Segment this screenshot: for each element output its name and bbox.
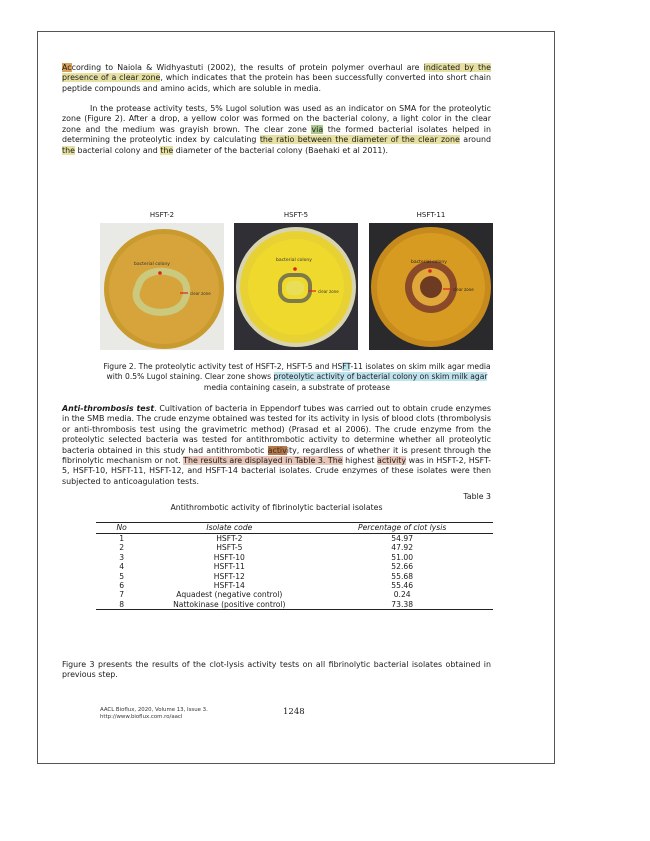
page-number: 1248	[283, 707, 305, 717]
figure-caption: Figure 2. The proteolytic activity test of HSFT-2, HSFT-5 and HSFT-11 isolates on skim milk agar media with 0.5% Lugol staining. Clear zone shows proteolytic activity of bacterial colony on skim milk agar media containing casein, a substrate of protease	[103, 362, 491, 392]
table-cell: 47.92	[391, 543, 414, 553]
figure-2	[100, 210, 493, 350]
table-row	[96, 543, 493, 552]
colony-annotation: bacterial colony	[411, 260, 447, 265]
highlight: proteolytic activity of bacterial colony on skim milk agar	[273, 372, 488, 382]
highlight: via	[311, 124, 324, 134]
journal-url[interactable]: http://www.bioflux.com.ro/aacl	[100, 713, 183, 720]
figure-panel-hsft-2	[100, 210, 224, 350]
colony-annotation: bacterial colony	[134, 262, 170, 267]
panel-label: HSFT-5	[283, 211, 309, 219]
zone-annotation: clear zone	[453, 287, 474, 292]
results-table	[96, 522, 493, 610]
column-header: No	[96, 523, 147, 534]
section-heading: Anti-thrombosis test	[62, 404, 155, 413]
table-cell: 7	[119, 590, 125, 600]
table-number: Table 3	[463, 492, 491, 501]
table-cell: HSFT-2	[216, 534, 243, 543]
petri-dish-photo	[100, 223, 224, 350]
table-cell: Nattokinase (positive control)	[147, 600, 311, 610]
table-cell: 8	[96, 600, 147, 610]
column-header: Isolate code	[147, 523, 311, 534]
table-cell: HSFT-14	[213, 581, 245, 591]
table-row	[96, 581, 493, 590]
highlight: the ratio between the diameter of the clear zone	[259, 135, 460, 145]
table-cell: 51.00	[391, 552, 414, 562]
highlight: Ac	[62, 63, 72, 72]
paragraph-1: According to Naiola & Widhyastuti (2002), the results of protein polymer overhaul are indicated by the presence of a clear zone, which indicates that the protein has been successfully converted into short chain peptide compounds and amino acids, which are soluble in media.	[62, 63, 491, 93]
table-cell: 5	[119, 571, 125, 581]
table-cell: 52.66	[391, 562, 414, 572]
table-cell: 6	[119, 581, 125, 591]
table-cell: HSFT-12	[213, 571, 245, 581]
table-cell: 0.24	[393, 590, 411, 600]
column-header: Percentage of clot lysis	[311, 523, 493, 534]
table-title: Antithrombotic activity of fibrinolytic bacterial isolates	[170, 503, 383, 512]
highlight: the	[62, 145, 75, 155]
figure-panel-hsft-11	[369, 210, 493, 350]
table-cell: HSFT-11	[213, 562, 245, 572]
table-row	[96, 590, 493, 599]
table-row	[96, 534, 493, 544]
table-cell: Aquadest (negative control)	[176, 590, 283, 600]
table-cell: 1	[119, 534, 125, 543]
page-footer	[100, 707, 240, 721]
table-cell: 73.38	[311, 600, 493, 610]
highlight: indicated by the presence of a clear zone	[62, 63, 491, 83]
table-cell: 55.46	[391, 581, 414, 591]
table-cell: 2	[119, 543, 125, 553]
zone-annotation: clear zone	[318, 289, 339, 294]
zone-annotation: clear zone	[190, 291, 211, 296]
paragraph-4: Figure 3 presents the results of the clot-lysis activity tests on all fibrinolytic bacterial isolates obtained in previous step.	[62, 660, 491, 680]
highlight: the	[160, 145, 174, 155]
panel-label: HSFT-11	[416, 211, 446, 219]
table-cell: HSFT-10	[213, 552, 245, 562]
table-cell: 4	[119, 562, 125, 572]
paragraph-2: In the protease activity tests, 5% Lugol solution was used as an indicator on SMA for the proteolytic zone (Figure 2). After a drop, a yellow color was formed on the bacterial colony, a light color in the clear zone and the medium was grayish brown. The clear zone via the formed bacterial isolates helped in determining the proteolytic index by calculating the ratio between the diameter of the clear zone around the bacterial colony and the diameter of the bacterial colony (Baehaki et al 2011).	[62, 104, 491, 155]
petri-dish-photo	[234, 223, 358, 350]
journal-citation: AACL Bioflux, 2020, Volume 13, Issue 3.	[100, 707, 208, 713]
table-cell: 54.97	[391, 534, 414, 543]
table-cell: 55.68	[391, 571, 414, 581]
table-cell: 3	[119, 552, 125, 562]
table-row	[96, 562, 493, 571]
paragraph-3: Anti-thrombosis test. Cultivation of bacteria in Eppendorf tubes was carried out to obtain crude enzymes in the SMB media. The crude enzyme obtained was tested for its activity in lysis of blood clots (thrombolysis or anti-thrombosis test using the gravimetric method) (Prasad et al 2006). The crude enzyme from the proteolytic selected bacteria was tested for antithrombotic activity to determine whether all proteolytic bacteria obtained in this study had antithrombotic activity, regardless of whether it is present through the fibrinolytic mechanism or not. The results are displayed in Table 3. The highest activity was in HSFT-2, HSFT-5, HSFT-10, HSFT-11, HSFT-12, and HSFT-14 bacterial isolates. Crude enzymes of these isolates were then subjected to anticoagulation tests.	[62, 404, 491, 486]
highlight: activ	[267, 445, 287, 455]
panel-label: HSFT-2	[149, 211, 175, 219]
colony-annotation: bacterial colony	[276, 258, 312, 263]
highlight: FT	[342, 362, 351, 371]
table-row	[96, 600, 493, 610]
highlight: The results are displayed in Table 3. The	[183, 456, 343, 466]
table-cell: HSFT-5	[216, 543, 243, 553]
figure-panel-hsft-5	[234, 210, 358, 350]
table-header-row	[96, 523, 493, 534]
highlight: activity	[376, 456, 407, 466]
table-row	[96, 572, 493, 581]
table-row	[96, 553, 493, 562]
petri-dish-photo	[369, 223, 493, 350]
